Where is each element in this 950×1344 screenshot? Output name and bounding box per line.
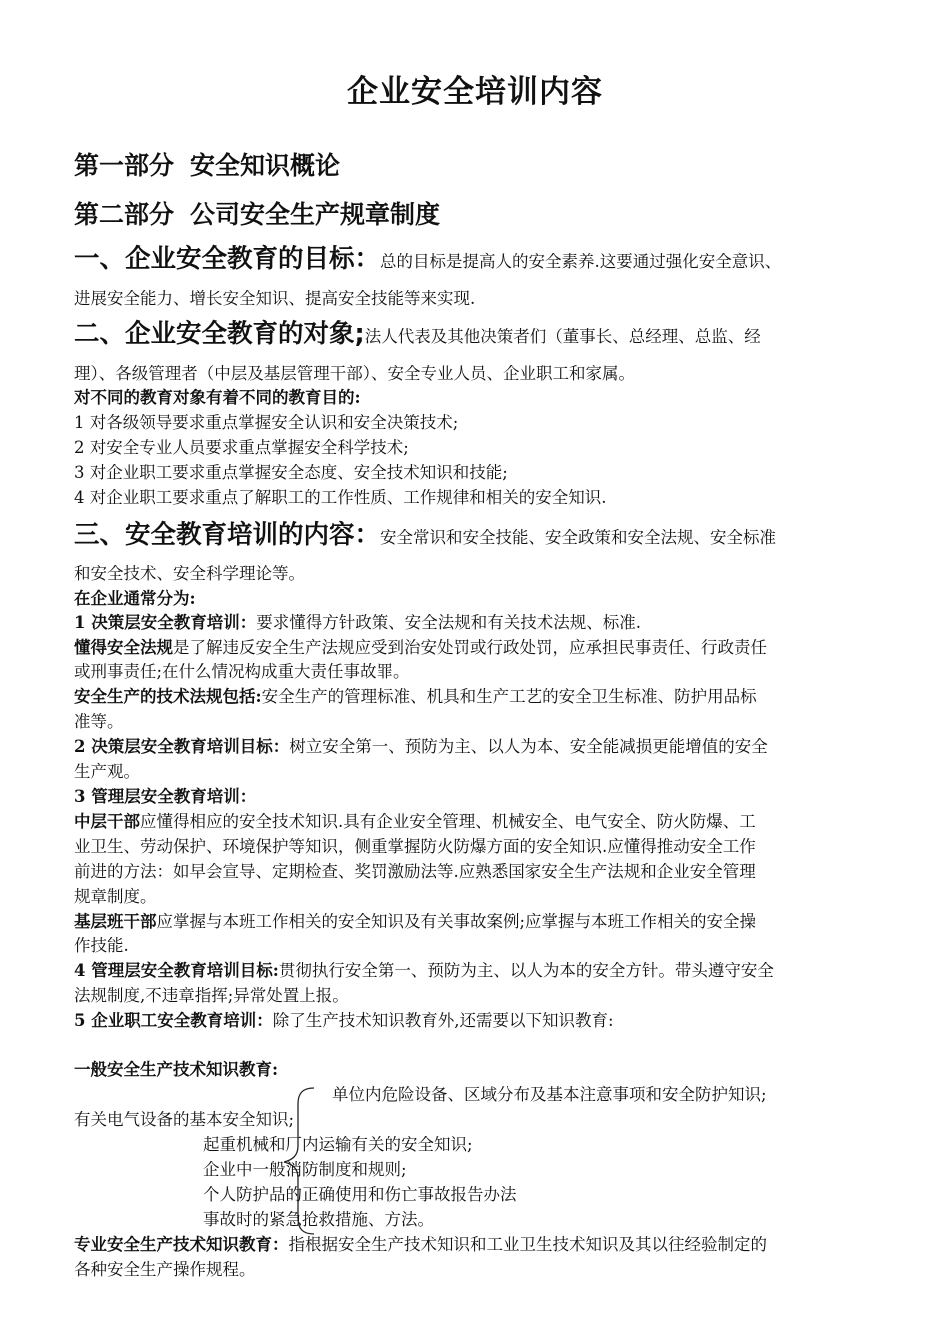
- list-item: 企业中一般消防制度和规则;: [203, 1160, 407, 1179]
- paragraph-text: 业卫生、劳动保护、环境保护等知识，侧重掌握防火防爆方面的安全知识.应懂得推动安全工作: [74, 837, 756, 856]
- paragraph-text: 规章制度。: [74, 887, 157, 906]
- section-two-subhead: 对不同的教育对象有着不同的教育目的:: [74, 388, 361, 407]
- paragraph-management-training: 3 管理层安全教育培训：: [74, 787, 257, 806]
- paragraph-label: 4 管理层安全教育培训目标:: [74, 961, 279, 980]
- paragraph-text: 树立安全第一、预防为主、以人为本、安全能减损更能增值的安全: [289, 737, 768, 756]
- paragraph-safety-law: [74, 637, 767, 659]
- section-two-heading: 二、企业安全教育的对象;: [74, 319, 365, 349]
- list-item: 3 对企业职工要求重点掌握安全态度、安全技术知识和技能;: [74, 463, 508, 482]
- paragraph-text: 或刑事责任;在什么情况构成重大责任事故罪。: [74, 662, 410, 681]
- section-two-line-1: [74, 319, 761, 349]
- paragraph-middle-managers: [74, 811, 756, 833]
- paragraph-label: 懂得安全法规: [74, 638, 173, 657]
- paragraph-special-knowledge: [74, 1234, 767, 1256]
- part-one-heading: [74, 146, 340, 182]
- list-item: 个人防护品的正确使用和伤亡事故报告办法: [203, 1185, 517, 1204]
- paragraph-text: 贯彻执行安全第一、预防为主、以人为本的安全方针。带头遵守安全: [278, 961, 774, 980]
- list-item: 有关电气设备的基本安全知识;: [74, 1110, 295, 1129]
- paragraph-employee-training: [74, 1010, 614, 1032]
- paragraph-text: 各种安全生产操作规程。: [74, 1260, 256, 1279]
- paragraph-label: 2 决策层安全教育培训目标：: [74, 737, 290, 756]
- paragraph-technical-rules: [74, 686, 757, 708]
- section-three-text-1: 安全常识和安全技能、安全政策和安全法规、安全标准: [380, 528, 777, 547]
- paragraph-team-leaders: [74, 911, 756, 933]
- list-item: 1 对各级领导要求重点掌握安全认识和安全决策技术;: [74, 413, 459, 432]
- paragraph-decision-goal: [74, 736, 768, 758]
- paragraph-label: 基层班干部: [74, 912, 157, 931]
- section-three-subhead: 在企业通常分为:: [74, 589, 196, 608]
- list-item: 事故时的紧急抢救措施、方法。: [203, 1210, 434, 1229]
- part-two-number: 第二部分: [74, 200, 175, 229]
- section-two-text-2: 理）、各级管理者（中层及基层管理干部）、安全专业人员、企业职工和家属。: [74, 364, 635, 383]
- section-two-text-1: 法人代表及其他决策者们（董事长、总经理、总监、经: [364, 327, 761, 346]
- general-knowledge-heading: 一般安全生产技术知识教育:: [74, 1060, 279, 1079]
- section-one-heading: 一、企业安全教育的目标：: [74, 244, 381, 274]
- section-one-text-2: 进展安全能力、增长安全知识、提高安全技能等来实现.: [74, 289, 476, 308]
- part-two-text: 公司安全生产规章制度: [190, 200, 441, 229]
- paragraph-text: 应掌握与本班工作相关的安全知识及有关事故案例;应掌握与本班工作相关的安全操: [156, 912, 757, 931]
- paragraph-text: 生产观。: [74, 762, 140, 781]
- paragraph-text: 指根据安全生产技术知识和工业卫生技术知识及其以往经验制定的: [288, 1235, 767, 1254]
- paragraph-label: 安全生产的技术法规包括:: [74, 687, 262, 706]
- paragraph-text: 准等。: [74, 712, 124, 731]
- paragraph-label: 1 决策层安全教育培训：: [74, 613, 257, 632]
- part-one-text: 安全知识概论: [190, 151, 341, 180]
- page-title: 企业安全培训内容: [347, 74, 603, 110]
- list-item: 起重机械和厂内运输有关的安全知识;: [203, 1135, 473, 1154]
- paragraph-label: 5 企业职工安全教育培训：: [74, 1011, 273, 1030]
- paragraph-text: 应懂得相应的安全技术知识.具有企业安全管理、机械安全、电气安全、防火防爆、工: [140, 812, 756, 831]
- list-item: 2 对安全专业人员要求重点掌握安全科学技术;: [74, 438, 409, 457]
- paragraph-text: 安全生产的管理标准、机具和生产工艺的安全卫生标准、防护用品标: [261, 687, 757, 706]
- section-three-line-1: [74, 520, 777, 550]
- list-item: 4 对企业职工要求重点了解职工的工作性质、工作规律和相关的安全知识.: [74, 488, 607, 507]
- paragraph-text: 要求懂得方针政策、安全法规和有关技术法规、标准.: [256, 613, 641, 632]
- list-item: 单位内危险设备、区域分布及基本注意事项和安全防护知识;: [332, 1085, 767, 1104]
- paragraph-text: 法规制度,不违章指挥;异常处置上报。: [74, 986, 349, 1005]
- paragraph-label: 专业安全生产技术知识教育：: [74, 1235, 289, 1254]
- part-two-heading: [74, 195, 440, 231]
- section-one-line-1: [74, 244, 782, 274]
- part-one-number: 第一部分: [74, 151, 175, 180]
- paragraph-text: 前进的方法：如早会宣导、定期检查、奖罚激励法等.应熟悉国家安全生产法规和企业安全管理: [74, 862, 756, 881]
- paragraph-decision-training: [74, 612, 641, 634]
- section-three-text-2: 和安全技术、安全科学理论等。: [74, 564, 305, 583]
- paragraph-text: 除了生产技术知识教育外,还需要以下知识教育:: [272, 1011, 614, 1030]
- paragraph-text: 是了解违反安全生产法规应受到治安处罚或行政处罚，应承担民事责任、行政责任: [173, 638, 767, 657]
- section-three-heading: 三、安全教育培训的内容：: [74, 520, 381, 550]
- paragraph-text: 作技能.: [74, 936, 129, 955]
- section-one-text-1: 总的目标是提高人的安全素养.这要通过强化安全意识、: [380, 252, 782, 271]
- paragraph-label: 中层干部: [74, 812, 140, 831]
- paragraph-management-goal: [74, 960, 774, 982]
